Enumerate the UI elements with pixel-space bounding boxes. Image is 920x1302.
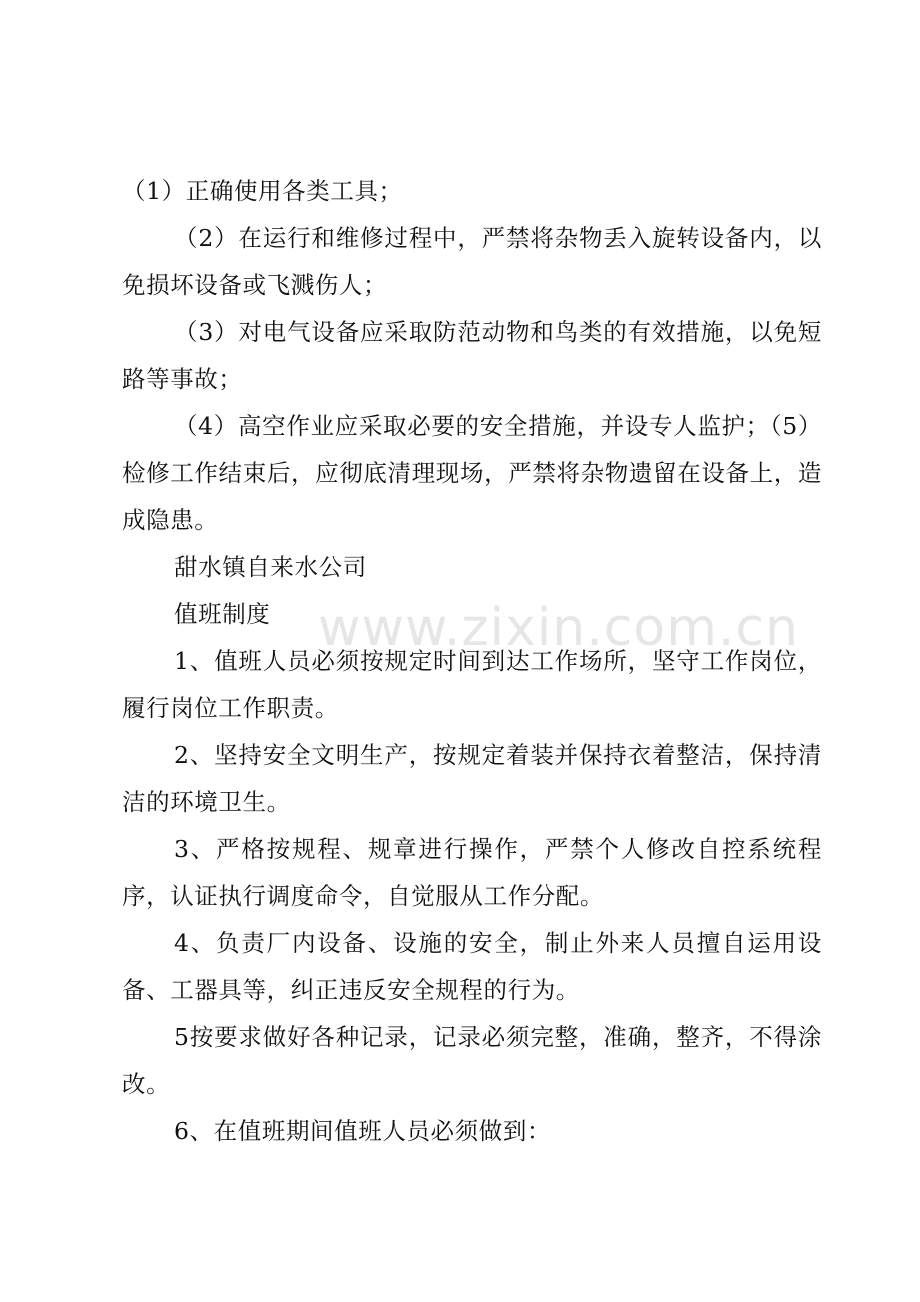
- document-body: [122, 168, 822, 1155]
- paragraph-high-altitude-work: （4）高空作业应采取必要的安全措施，并设专人监护；（5）检修工作结束后，应彻底清理现场，严禁将杂物遗留在设备上，造成隐患。: [122, 412, 822, 534]
- section-title: 值班制度: [174, 600, 271, 628]
- watermark: www.zixin.com.cn: [318, 598, 799, 658]
- paragraph-electrical-protection: （3）对电气设备应采取防范动物和鸟类的有效措施，以免短路等事故；: [122, 318, 822, 393]
- duty-rule-4: 4、负责厂内设备、设施的安全，制止外来人员擅自运用设备、工器具等，纠正违反安全规程的行为。: [122, 929, 822, 1004]
- duty-rule-6: 6、在值班期间值班人员必须做到：: [174, 1117, 552, 1145]
- duty-rule-5: 5按要求做好各种记录，记录必须完整，准确，整齐，不得涂改。: [122, 1023, 822, 1098]
- paragraph-tools: （1）正确使用各类工具；: [122, 177, 403, 205]
- company-name: 甜水镇自来水公司: [174, 553, 367, 581]
- paragraph-rotating-equipment: （2）在运行和维修过程中，严禁将杂物丢入旋转设备内，以免损坏设备或飞溅伤人；: [122, 224, 822, 299]
- duty-rule-2: 2、坚持安全文明生产，按规定着装并保持衣着整洁，保持清洁的环境卫生。: [122, 741, 822, 816]
- duty-rule-1: 1、值班人员必须按规定时间到达工作场所，坚守工作岗位，履行岗位工作职责。: [122, 647, 822, 722]
- duty-rule-3: 3、严格按规程、规章进行操作，严禁个人修改自控系统程序，认证执行调度命令，自觉服从工作分配。: [122, 835, 822, 910]
